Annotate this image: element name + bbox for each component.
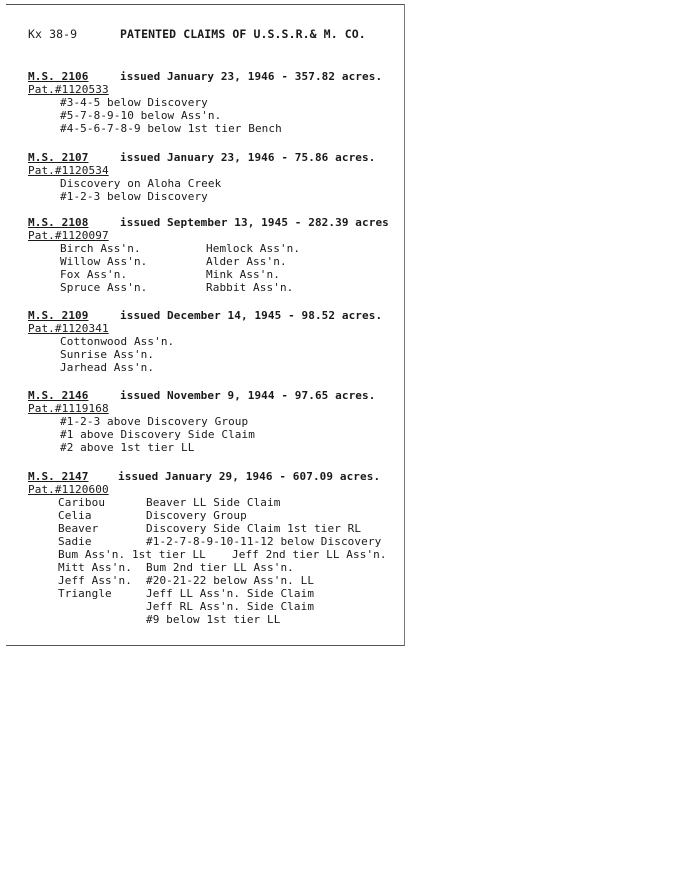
- claim-line: Mink Ass'n.: [206, 268, 280, 281]
- issued-line: issued January 29, 1946 - 607.09 acres.: [118, 470, 381, 483]
- claim-line: Hemlock Ass'n.: [206, 242, 301, 255]
- claim-line: Bum 2nd tier LL Ass'n.: [146, 561, 294, 574]
- claim-line: Caribou: [58, 496, 106, 509]
- claim-line: Jarhead Ass'n.: [60, 361, 155, 374]
- patent-number: Pat.#1119168: [28, 402, 109, 415]
- claim-line: #2 above 1st tier LL: [60, 441, 195, 454]
- claim-line: Triangle: [58, 587, 112, 600]
- ms-number: M.S. 2109: [28, 309, 89, 322]
- claim-line: #1-2-3 above Discovery Group: [60, 415, 249, 428]
- claim-line: Willow Ass'n.: [60, 255, 148, 268]
- patent-number: Pat.#1120533: [28, 83, 109, 96]
- patent-number: Pat.#1120534: [28, 164, 109, 177]
- ms-number: M.S. 2107: [28, 151, 89, 164]
- claim-line: Sunrise Ass'n.: [60, 348, 155, 361]
- ms-number: M.S. 2147: [28, 470, 89, 483]
- claim-line: Jeff Ass'n.: [58, 574, 132, 587]
- claim-line: #20-21-22 below Ass'n. LL: [146, 574, 315, 587]
- claim-line: Rabbit Ass'n.: [206, 281, 294, 294]
- issued-line: issued November 9, 1944 - 97.65 acres.: [120, 389, 376, 402]
- claim-line: Sadie: [58, 535, 92, 548]
- claim-line: Alder Ass'n.: [206, 255, 287, 268]
- ms-number: M.S. 2146: [28, 389, 89, 402]
- document-ref: Kx 38-9: [28, 27, 78, 41]
- claim-line: #5-7-8-9-10 below Ass'n.: [60, 109, 222, 122]
- claim-line: #9 below 1st tier LL: [146, 613, 281, 626]
- claim-line: Spruce Ass'n.: [60, 281, 148, 294]
- claim-line: Jeff LL Ass'n. Side Claim: [146, 587, 315, 600]
- claim-line: Discovery on Aloha Creek: [60, 177, 222, 190]
- claim-line: Jeff RL Ass'n. Side Claim: [146, 600, 315, 613]
- claim-line: Beaver LL Side Claim: [146, 496, 281, 509]
- patent-number: Pat.#1120600: [28, 483, 109, 496]
- ms-number: M.S. 2106: [28, 70, 89, 83]
- claim-line: #1-2-7-8-9-10-11-12 below Discovery: [146, 535, 382, 548]
- claim-line: #3-4-5 below Discovery: [60, 96, 208, 109]
- ms-number: M.S. 2108: [28, 216, 89, 229]
- claim-line: Fox Ass'n.: [60, 268, 128, 281]
- document-title: PATENTED CLAIMS OF U.S.S.R.& M. CO.: [120, 27, 366, 41]
- claim-line: Jeff 2nd tier LL Ass'n.: [232, 548, 387, 561]
- claim-line: Birch Ass'n.: [60, 242, 141, 255]
- claim-line: Celia: [58, 509, 92, 522]
- issued-line: issued January 23, 1946 - 357.82 acres.: [120, 70, 383, 83]
- claim-line: #1-2-3 below Discovery: [60, 190, 208, 203]
- claim-line: Mitt Ass'n.: [58, 561, 132, 574]
- claim-line: Bum Ass'n. 1st tier LL: [58, 548, 206, 561]
- claim-line: Discovery Side Claim 1st tier RL: [146, 522, 362, 535]
- patent-number: Pat.#1120097: [28, 229, 109, 242]
- claim-line: Beaver: [58, 522, 99, 535]
- patent-number: Pat.#1120341: [28, 322, 109, 335]
- claim-line: Cottonwood Ass'n.: [60, 335, 175, 348]
- issued-line: issued January 23, 1946 - 75.86 acres.: [120, 151, 376, 164]
- issued-line: issued December 14, 1945 - 98.52 acres.: [120, 309, 383, 322]
- claim-line: #1 above Discovery Side Claim: [60, 428, 255, 441]
- claim-line: Discovery Group: [146, 509, 247, 522]
- issued-line: issued September 13, 1945 - 282.39 acres: [120, 216, 389, 229]
- claim-line: #4-5-6-7-8-9 below 1st tier Bench: [60, 122, 282, 135]
